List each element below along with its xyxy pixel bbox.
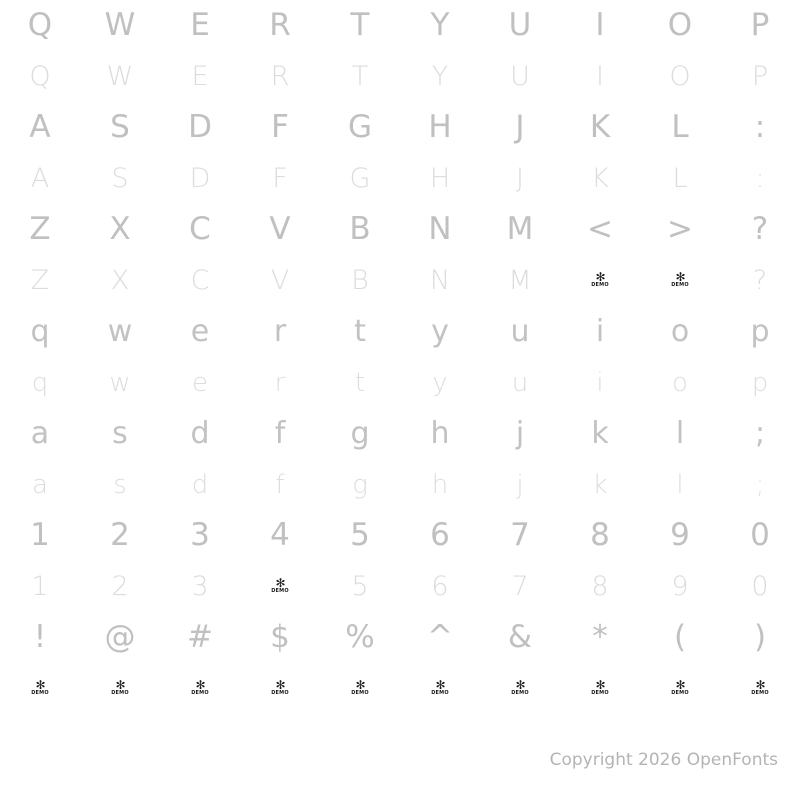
glyph-cell: P — [750, 7, 770, 43]
glyph-cell: V — [270, 265, 290, 296]
glyph-cell: h — [431, 469, 449, 500]
glyph-cell: J — [516, 163, 524, 194]
glyph-cell: Y — [430, 7, 450, 43]
glyph-cell: F — [271, 109, 289, 145]
glyph-cell: y — [431, 313, 449, 349]
ornament-word-label: DEMO — [591, 690, 609, 696]
glyph-cell: M — [506, 211, 534, 247]
demo-ornament-glyph — [31, 678, 49, 696]
glyph-cell: ! — [33, 619, 47, 655]
glyph-cell: k — [591, 415, 609, 451]
glyph-cell: R — [270, 61, 290, 92]
glyph-cell: p — [751, 367, 769, 398]
glyph-cell: O — [667, 7, 693, 43]
ornament-word-label: DEMO — [31, 690, 49, 696]
glyph-cell: u — [510, 313, 530, 349]
demo-ornament-glyph — [271, 576, 289, 594]
glyph-cell: A — [30, 163, 50, 194]
glyph-cell: E — [191, 61, 209, 92]
ornament-word-label: DEMO — [271, 690, 289, 696]
glyph-cell: N — [428, 211, 452, 247]
ornament-burst-icon: ✻ — [275, 678, 285, 692]
glyph-cell: B — [351, 265, 369, 296]
glyph-cell: r — [273, 313, 287, 349]
glyph-cell: 5 — [350, 517, 370, 553]
glyph-cell: l — [675, 415, 685, 451]
ornament-word-label: DEMO — [191, 690, 209, 696]
ornament-burst-icon: ✻ — [195, 678, 205, 692]
demo-ornament-glyph — [111, 678, 129, 696]
ornament-burst-icon: ✻ — [755, 678, 765, 692]
glyph-cell: D — [188, 109, 212, 145]
demo-ornament-icon — [560, 663, 640, 714]
demo-ornament-glyph — [351, 678, 369, 696]
glyph-cell: L — [672, 163, 688, 194]
ornament-burst-icon: ✻ — [275, 576, 285, 590]
glyph-cell: d — [190, 415, 210, 451]
glyph-cell: f — [274, 415, 286, 451]
glyph-cell: W — [106, 61, 134, 92]
ornament-burst-icon: ✻ — [595, 270, 605, 284]
demo-ornament-icon — [0, 663, 80, 714]
glyph-cell: C — [189, 211, 211, 247]
ornament-word-label: DEMO — [271, 588, 289, 594]
glyph-cell: 9 — [671, 571, 689, 602]
demo-ornament-glyph — [671, 270, 689, 288]
ornament-word-label: DEMO — [351, 690, 369, 696]
glyph-cell: ) — [753, 619, 767, 655]
glyph-cell: q — [31, 367, 49, 398]
glyph-cell: > — [667, 211, 693, 247]
glyph-cell: 1 — [31, 571, 49, 602]
glyph-cell: a — [30, 415, 50, 451]
demo-ornament-glyph — [751, 678, 769, 696]
ornament-burst-icon: ✻ — [675, 270, 685, 284]
glyph-cell: T — [351, 61, 369, 92]
glyph-cell: 2 — [111, 571, 129, 602]
ornament-burst-icon: ✻ — [675, 678, 685, 692]
glyph-cell: l — [676, 469, 684, 500]
demo-ornament-icon — [320, 663, 400, 714]
ornament-word-label: DEMO — [751, 690, 769, 696]
glyph-cell: w — [107, 313, 133, 349]
glyph-cell: B — [349, 211, 371, 247]
demo-ornament-icon — [80, 663, 160, 714]
glyph-cell: P — [751, 61, 769, 92]
glyph-cell: C — [190, 265, 210, 296]
demo-ornament-glyph — [591, 270, 609, 288]
glyph-cell: ? — [752, 265, 768, 296]
glyph-cell: d — [191, 469, 209, 500]
glyph-cell: H — [429, 163, 451, 194]
ornament-word-label: DEMO — [671, 282, 689, 288]
demo-ornament-glyph — [511, 678, 529, 696]
glyph-cell: o — [672, 367, 688, 398]
glyph-cell: 4 — [270, 517, 290, 553]
glyph-cell: u — [511, 367, 529, 398]
glyph-cell: a — [32, 469, 48, 500]
glyph-cell: Z — [29, 211, 51, 247]
ornament-word-label: DEMO — [591, 282, 609, 288]
copyright-notice: Copyright 2026 OpenFonts — [549, 750, 778, 770]
glyph-cell: 7 — [511, 571, 529, 602]
ornament-burst-icon: ✻ — [115, 678, 125, 692]
glyph-cell: F — [272, 163, 288, 194]
glyph-cell: V — [269, 211, 291, 247]
glyph-cell: ; — [755, 469, 765, 500]
glyph-cell: i — [595, 313, 605, 349]
glyph-cell: Q — [27, 7, 53, 43]
glyph-cell: L — [671, 109, 689, 145]
glyph-cell: t — [354, 367, 366, 398]
glyph-cell: e — [190, 313, 210, 349]
glyph-cell: R — [269, 7, 291, 43]
glyph-cell: * — [592, 619, 608, 655]
glyph-cell: O — [669, 61, 691, 92]
ornament-burst-icon: ✻ — [435, 678, 445, 692]
ornament-word-label: DEMO — [431, 690, 449, 696]
glyph-cell: o — [670, 313, 690, 349]
glyph-cell: % — [345, 619, 375, 655]
glyph-cell: T — [350, 7, 370, 43]
glyph-cell: K — [589, 109, 611, 145]
glyph-cell: y — [432, 367, 448, 398]
glyph-cell: S — [110, 109, 130, 145]
glyph-cell: 3 — [190, 517, 210, 553]
ornament-burst-icon: ✻ — [355, 678, 365, 692]
glyph-cell: I — [595, 7, 605, 43]
ornament-burst-icon: ✻ — [515, 678, 525, 692]
glyph-cell: G — [349, 163, 371, 194]
ornament-word-label: DEMO — [511, 690, 529, 696]
glyph-cell: H — [428, 109, 452, 145]
glyph-cell: $ — [270, 619, 290, 655]
demo-ornament-icon — [640, 663, 720, 714]
glyph-cell: 3 — [191, 571, 209, 602]
glyph-cell: I — [596, 61, 604, 92]
glyph-cell: 9 — [670, 517, 690, 553]
glyph-cell: : — [755, 163, 765, 194]
glyph-cell: E — [190, 7, 210, 43]
demo-ornament-icon — [560, 255, 640, 306]
demo-ornament-glyph — [271, 678, 289, 696]
glyph-cell: Q — [29, 61, 51, 92]
glyph-cell: s — [113, 469, 127, 500]
glyph-cell: 0 — [750, 517, 770, 553]
glyph-cell: 6 — [430, 517, 450, 553]
glyph-cell: 7 — [510, 517, 530, 553]
glyph-cell: ; — [754, 415, 766, 451]
glyph-cell: Y — [431, 61, 449, 92]
glyph-cell: ? — [751, 211, 769, 247]
glyph-cell: @ — [104, 619, 136, 655]
demo-ornament-icon — [160, 663, 240, 714]
glyph-cell: U — [510, 61, 530, 92]
glyph-cell: Z — [30, 265, 50, 296]
glyph-cell: r — [274, 367, 286, 398]
glyph-cell: q — [30, 313, 50, 349]
demo-ornament-icon — [240, 663, 320, 714]
glyph-cell: # — [187, 619, 213, 655]
glyph-cell: J — [515, 109, 525, 145]
ornament-word-label: DEMO — [671, 690, 689, 696]
glyph-cell: : — [754, 109, 766, 145]
glyph-cell: t — [354, 313, 366, 349]
ornament-burst-icon: ✻ — [595, 678, 605, 692]
demo-ornament-glyph — [671, 678, 689, 696]
glyph-cell: N — [429, 265, 451, 296]
glyph-cell: p — [750, 313, 770, 349]
glyph-cell: 0 — [751, 571, 769, 602]
glyph-cell: A — [29, 109, 51, 145]
glyph-cell: h — [430, 415, 450, 451]
glyph-cell: W — [104, 7, 136, 43]
demo-ornament-glyph — [191, 678, 209, 696]
glyph-cell: 8 — [590, 517, 610, 553]
demo-ornament-icon — [400, 663, 480, 714]
glyph-cell: X — [110, 265, 130, 296]
glyph-cell: j — [515, 415, 525, 451]
glyph-cell: X — [109, 211, 131, 247]
glyph-cell: j — [516, 469, 524, 500]
glyph-cell: K — [591, 163, 609, 194]
glyph-cell: < — [587, 211, 613, 247]
glyph-cell: M — [508, 265, 532, 296]
glyph-cell: w — [109, 367, 131, 398]
demo-ornament-glyph — [591, 678, 609, 696]
glyph-cell: k — [592, 469, 608, 500]
glyph-cell: ( — [673, 619, 687, 655]
glyph-cell: S — [111, 163, 129, 194]
glyph-cell: f — [275, 469, 285, 500]
glyph-cell: 5 — [351, 571, 369, 602]
demo-ornament-icon — [720, 663, 800, 714]
demo-ornament-icon — [240, 561, 320, 612]
glyph-cell: 8 — [591, 571, 609, 602]
glyph-cell: 1 — [30, 517, 50, 553]
glyph-cell: U — [508, 7, 532, 43]
glyph-cell: G — [347, 109, 373, 145]
glyph-cell: e — [192, 367, 208, 398]
glyph-cell: g — [350, 415, 370, 451]
glyph-cell: D — [189, 163, 211, 194]
glyph-cell: s — [112, 415, 128, 451]
glyph-cell: ^ — [427, 619, 453, 655]
ornament-burst-icon: ✻ — [35, 678, 45, 692]
glyph-cell: 2 — [110, 517, 130, 553]
glyph-cell: i — [596, 367, 604, 398]
demo-ornament-glyph — [431, 678, 449, 696]
demo-ornament-icon — [480, 663, 560, 714]
ornament-word-label: DEMO — [111, 690, 129, 696]
demo-ornament-icon — [640, 255, 720, 306]
glyph-cell: g — [352, 469, 368, 500]
glyph-cell: 6 — [431, 571, 449, 602]
glyph-cell: & — [507, 619, 533, 655]
